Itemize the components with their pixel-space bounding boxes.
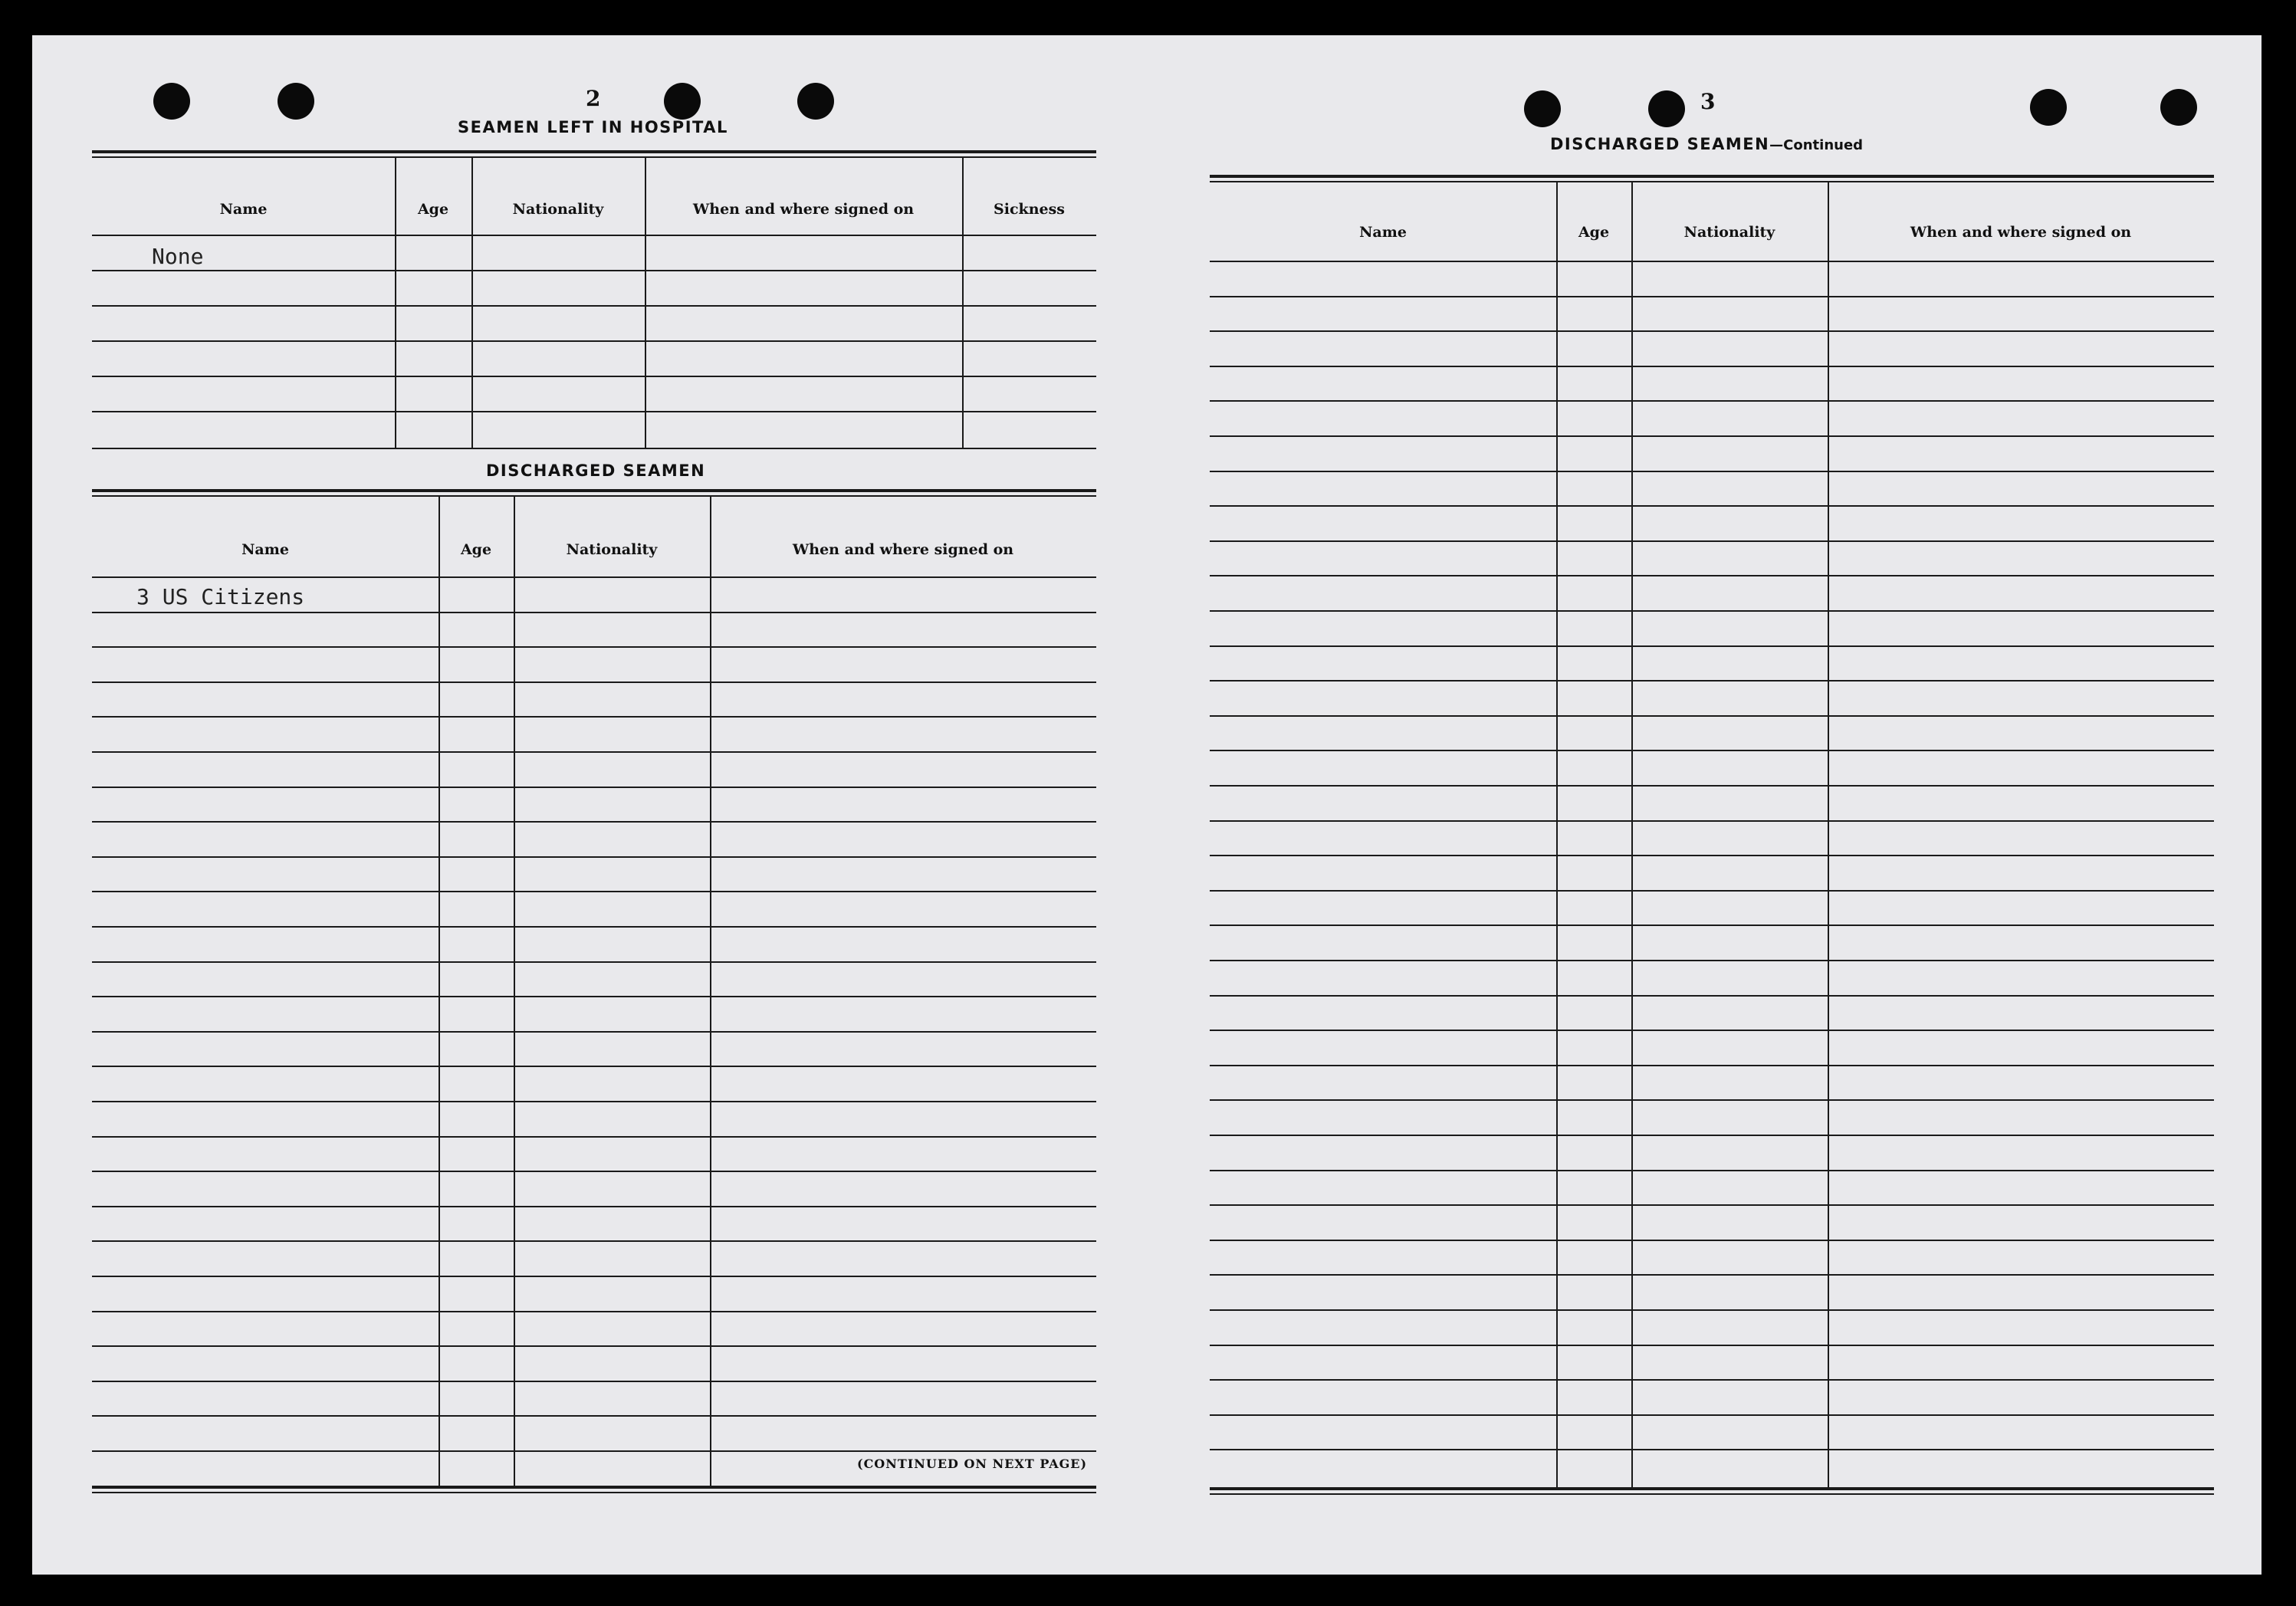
column-header-name: Name bbox=[1359, 224, 1407, 241]
column-divider bbox=[395, 156, 396, 449]
row-line bbox=[92, 856, 1096, 858]
row-line bbox=[92, 270, 1096, 271]
row-line bbox=[1210, 471, 2214, 472]
column-divider bbox=[471, 156, 473, 449]
column-header-when-where: When and where signed on bbox=[1910, 224, 2132, 241]
page-number-right: 3 bbox=[1700, 89, 1716, 114]
row-line bbox=[92, 751, 1096, 753]
row-line bbox=[1210, 296, 2214, 297]
row-line bbox=[92, 305, 1096, 307]
continued-footer: (CONTINUED ON NEXT PAGE) bbox=[857, 1457, 1088, 1471]
row-line bbox=[1210, 1170, 2214, 1171]
row-line bbox=[1210, 820, 2214, 822]
column-header-name: Name bbox=[241, 541, 289, 558]
punch-hole bbox=[278, 83, 314, 120]
row-line bbox=[92, 1381, 1096, 1382]
row-line bbox=[92, 996, 1096, 997]
column-header-age: Age bbox=[417, 201, 449, 218]
row-line bbox=[1210, 435, 2214, 437]
row-line bbox=[1210, 1345, 2214, 1346]
continued-suffix: —Continued bbox=[1769, 137, 1864, 153]
punch-hole bbox=[664, 83, 701, 120]
column-header-when-where: When and where signed on bbox=[792, 541, 1014, 558]
column-divider bbox=[439, 495, 440, 1489]
table-border-top bbox=[92, 156, 1096, 158]
row-line bbox=[92, 411, 1096, 412]
row-line bbox=[1210, 1414, 2214, 1416]
row-line bbox=[92, 1136, 1096, 1138]
punch-hole bbox=[2030, 89, 2067, 126]
row-line bbox=[92, 716, 1096, 718]
punch-hole bbox=[153, 83, 190, 120]
row-line bbox=[92, 1450, 1096, 1452]
column-header-age: Age bbox=[460, 541, 492, 558]
column-header-sickness: Sickness bbox=[994, 201, 1065, 218]
punch-hole bbox=[1524, 90, 1561, 127]
table-cell-name: 3 US Citizens bbox=[136, 584, 305, 609]
row-line bbox=[1210, 925, 2214, 926]
row-line bbox=[1210, 890, 2214, 892]
row-line bbox=[1210, 400, 2214, 402]
row-line bbox=[92, 1311, 1096, 1312]
row-line bbox=[92, 1206, 1096, 1207]
row-line bbox=[1210, 1204, 2214, 1206]
row-line bbox=[1210, 366, 2214, 367]
table-border-top bbox=[1210, 181, 2214, 182]
row-line bbox=[92, 576, 1096, 578]
table-border-bottom bbox=[1210, 1493, 2214, 1495]
column-header-when-where: When and where signed on bbox=[692, 201, 915, 218]
row-line bbox=[1210, 645, 2214, 647]
row-line bbox=[92, 681, 1096, 683]
row-line bbox=[92, 612, 1096, 613]
row-line bbox=[92, 787, 1096, 788]
column-header-nationality: Nationality bbox=[512, 201, 604, 218]
row-line bbox=[1210, 610, 2214, 612]
punch-hole bbox=[797, 83, 834, 120]
row-line bbox=[1210, 750, 2214, 751]
punch-hole bbox=[1648, 90, 1685, 127]
row-line bbox=[1210, 540, 2214, 542]
column-divider bbox=[1556, 181, 1558, 1490]
row-line bbox=[92, 1171, 1096, 1172]
column-header-age: Age bbox=[1578, 224, 1610, 241]
table-border-top bbox=[92, 150, 1096, 153]
row-line bbox=[1210, 261, 2214, 262]
row-line bbox=[92, 340, 1096, 342]
row-line bbox=[1210, 1449, 2214, 1450]
table-border-bottom bbox=[1210, 1487, 2214, 1490]
table-border-top bbox=[92, 489, 1096, 492]
row-line bbox=[92, 646, 1096, 648]
discharged-table-right bbox=[1210, 175, 2214, 1501]
row-line bbox=[1210, 1065, 2214, 1066]
row-line bbox=[1210, 855, 2214, 856]
hospital-table bbox=[92, 150, 1096, 480]
page-number-left: 2 bbox=[586, 86, 601, 111]
row-line bbox=[1210, 1030, 2214, 1031]
discharged-table-left bbox=[92, 489, 1096, 1493]
row-line bbox=[92, 1101, 1096, 1102]
row-line bbox=[1210, 960, 2214, 961]
row-line bbox=[1210, 785, 2214, 787]
row-line bbox=[1210, 575, 2214, 576]
row-line bbox=[92, 961, 1096, 963]
column-divider bbox=[962, 156, 964, 449]
hospital-section-title: SEAMEN LEFT IN HOSPITAL bbox=[458, 118, 728, 136]
column-header-nationality: Nationality bbox=[1683, 224, 1775, 241]
column-divider bbox=[645, 156, 646, 449]
row-line bbox=[1210, 1274, 2214, 1276]
table-border-bottom bbox=[92, 1492, 1096, 1493]
discharged-continued-title-main: DISCHARGED SEAMEN bbox=[1550, 135, 1770, 153]
row-line bbox=[1210, 1379, 2214, 1381]
document-page bbox=[32, 35, 2262, 1575]
row-line bbox=[92, 376, 1096, 377]
column-divider bbox=[514, 495, 515, 1489]
row-line bbox=[92, 1276, 1096, 1277]
row-line bbox=[1210, 1135, 2214, 1136]
row-line bbox=[92, 1066, 1096, 1067]
row-line bbox=[1210, 680, 2214, 681]
column-divider bbox=[1828, 181, 1829, 1490]
row-line bbox=[1210, 995, 2214, 997]
row-line bbox=[1210, 330, 2214, 332]
row-line bbox=[1210, 1309, 2214, 1311]
row-line bbox=[92, 1240, 1096, 1242]
row-line bbox=[1210, 505, 2214, 507]
column-divider bbox=[710, 495, 711, 1489]
row-line bbox=[92, 1031, 1096, 1033]
table-border-top bbox=[1210, 175, 2214, 178]
row-line bbox=[92, 821, 1096, 823]
table-border-bottom bbox=[92, 1486, 1096, 1489]
row-line bbox=[92, 1345, 1096, 1347]
column-header-nationality: Nationality bbox=[566, 541, 658, 558]
row-line bbox=[1210, 1099, 2214, 1101]
row-line bbox=[92, 235, 1096, 236]
discharged-continued-title bbox=[1550, 135, 1863, 153]
row-line bbox=[92, 926, 1096, 928]
row-line bbox=[92, 891, 1096, 892]
row-line bbox=[1210, 715, 2214, 717]
row-line bbox=[1210, 1240, 2214, 1241]
table-border-top bbox=[92, 495, 1096, 497]
row-line bbox=[92, 448, 1096, 449]
discharged-section-title: DISCHARGED SEAMEN bbox=[486, 461, 706, 480]
table-cell-name: None bbox=[152, 244, 204, 269]
column-header-name: Name bbox=[219, 201, 268, 218]
row-line bbox=[92, 1415, 1096, 1417]
punch-hole bbox=[2160, 89, 2197, 126]
column-divider bbox=[1631, 181, 1633, 1490]
